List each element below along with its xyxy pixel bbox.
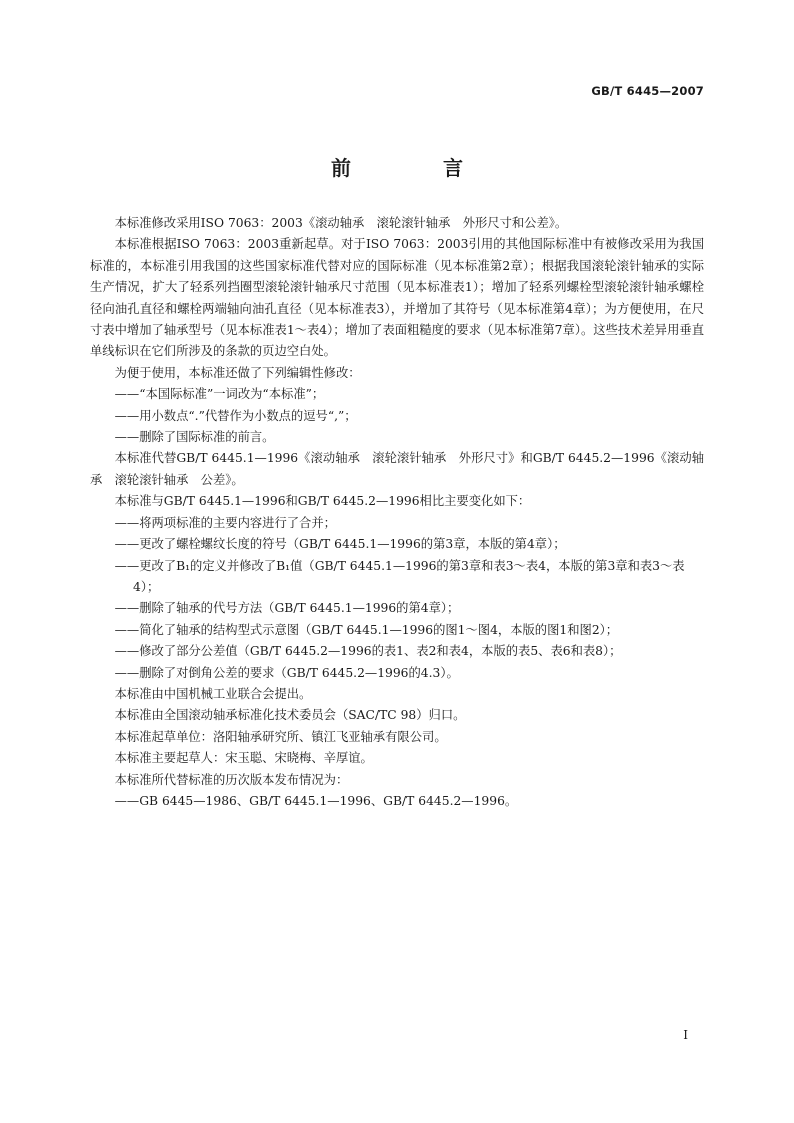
paragraph: 本标准代替GB/T 6445.1—1996《滚动轴承 滚轮滚针轴承 外形尺寸》和GB/T 6445.2—1996《滚动轴承 滚轮滚针轴承 公差》。: [90, 451, 704, 487]
list-item: ——修改了部分公差值（GB/T 6445.2—1996的表1、表2和表4，本版的表5、表6和表8）；: [114, 644, 622, 659]
paragraph: 本标准修改采用ISO 7063：2003《滚动轴承 滚轮滚针轴承 外形尺寸和公差》。: [114, 216, 568, 230]
paragraph: 本标准所代替标准的历次版本发布情况为：: [114, 772, 349, 787]
foreword-body: [90, 213, 704, 812]
list-item: ——将两项标准的主要内容进行了合并；: [114, 515, 336, 530]
list-item: ——删除了轴承的代号方法（GB/T 6445.1—1996的第4章）；: [114, 601, 460, 616]
paragraph: 为便于使用，本标准还做了下列编辑性修改：: [114, 365, 361, 380]
page-number: I: [683, 1028, 688, 1042]
list-item: ——用小数点“.”代替作为小数点的逗号“,”；: [114, 408, 357, 423]
list-item: ——简化了轴承的结构型式示意图（GB/T 6445.1—1996的图1～图4，本版的图1和图2）；: [114, 622, 619, 637]
paragraph: 本标准起草单位：洛阳轴承研究所、镇江飞亚轴承有限公司。: [114, 729, 447, 744]
paragraph: 本标准由中国机械工业联合会提出。: [114, 686, 312, 701]
paragraph: 本标准主要起草人：宋玉聪、宋晓梅、辛厚谊。: [114, 751, 373, 766]
list-item: ——“本国际标准”一词改为“本标准”；: [114, 387, 325, 402]
paragraph: 本标准与GB/T 6445.1—1996和GB/T 6445.2—1996相比主要变化如下：: [114, 494, 531, 509]
list-item: ——更改了螺栓螺纹长度的符号（GB/T 6445.1—1996的第3章，本版的第4章）；: [114, 537, 566, 552]
paragraph: 本标准根据ISO 7063：2003重新起草。对于ISO 7063：2003引用的其他国际标准中有被修改采用为我国标准的，本标准引用我国的这些国家标准代替对应的国际标准（见本标准第2章）；根据我国滚轮滚针轴承的实际生产情况，扩大了轻系列挡圈型滚轮滚针轴承尺寸范围（见本标准表1）；增加了轻系列螺栓型滚轮滚针轴承螺栓径向油孔直径和螺栓两端轴向油孔直径（见本标准表3），并增加了其符号（见本标准第4章）；为方便使用，在尺寸表中增加了轴承型号（见本标准表1～表4）；增加了表面粗糙度的要求（见本标准第7章）。这些技术差异用垂直单线标识在它们所涉及的条款的页边空白处。: [90, 237, 704, 359]
list-item: ——GB 6445—1986、GB/T 6445.1—1996、GB/T 6445.2—1996。: [114, 793, 518, 808]
paragraph: 本标准由全国滚动轴承标准化技术委员会（SAC/TC 98）归口。: [114, 708, 466, 723]
page-title: 前 言: [331, 156, 499, 180]
list-item: ——删除了国际标准的前言。: [114, 430, 275, 445]
list-item: ——删除了对倒角公差的要求（GB/T 6445.2—1996的4.3）。: [114, 665, 459, 680]
standard-code: GB/T 6445—2007: [591, 84, 704, 98]
list-item: ——更改了B₁的定义并修改了B₁值（GB/T 6445.1—1996的第3章和表3～表4，本版的第3章和表3～表4）；: [114, 558, 685, 594]
